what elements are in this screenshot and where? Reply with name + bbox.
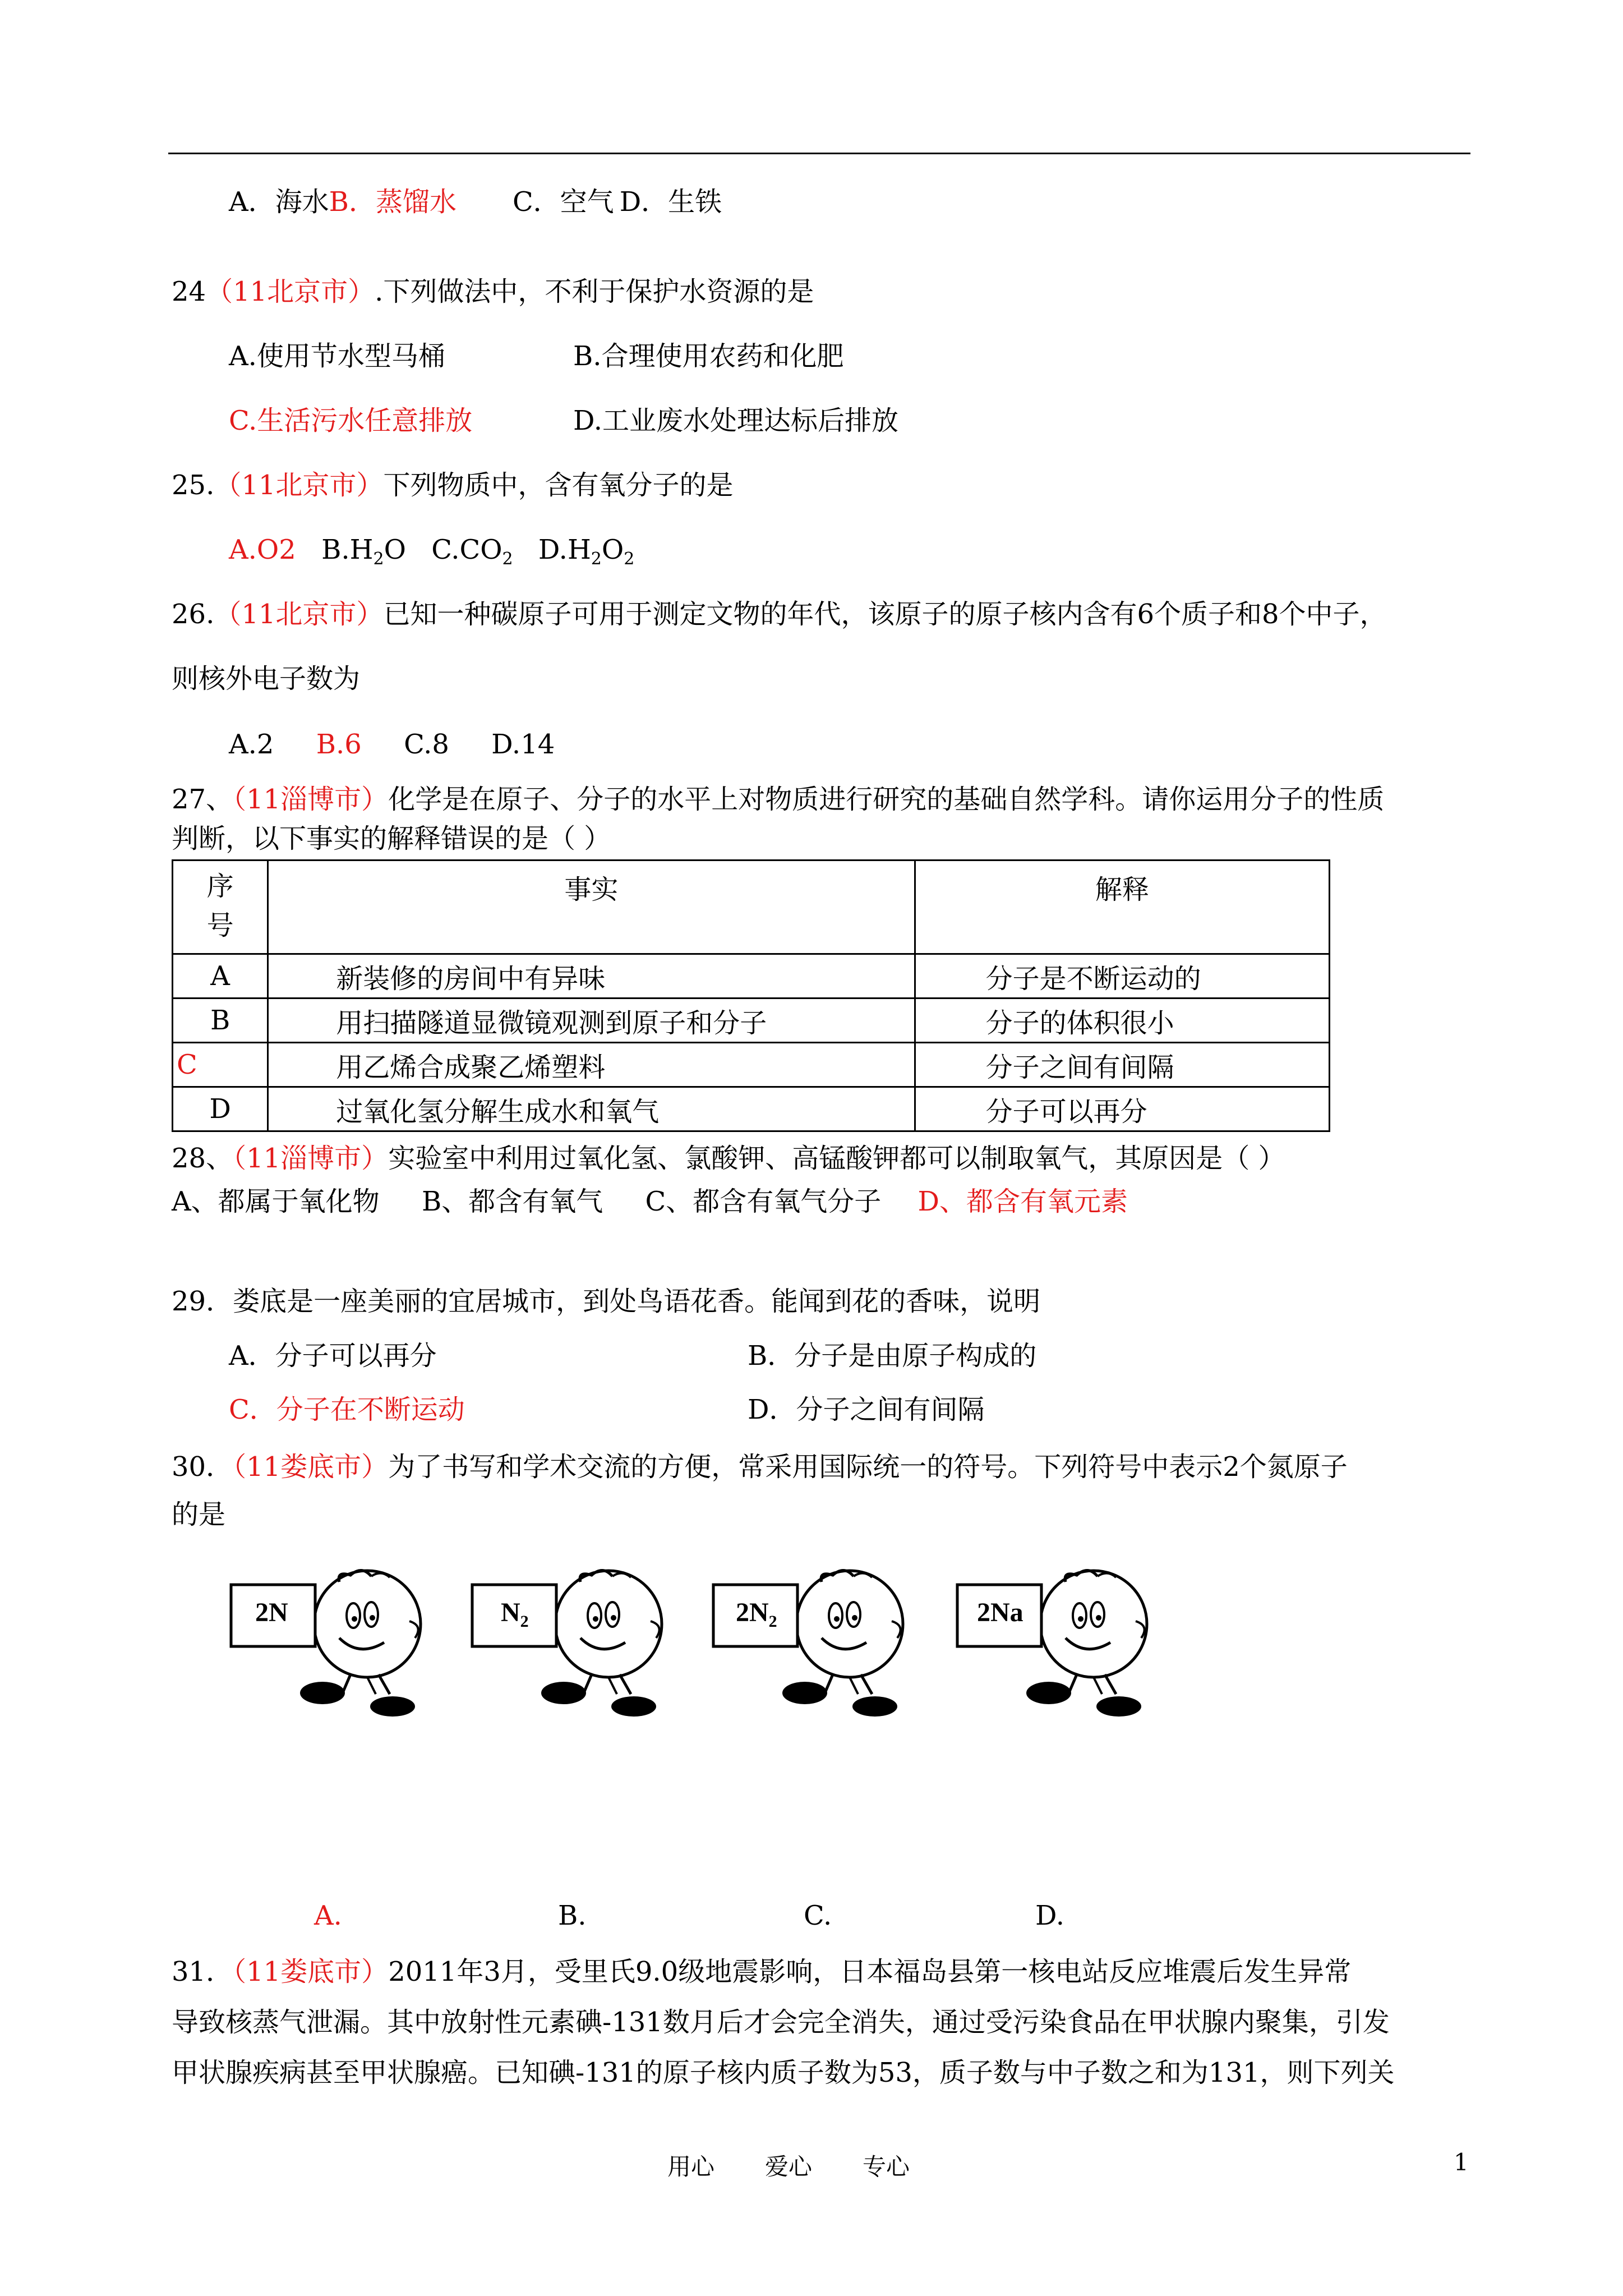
q31-stem-cont-1: 导致核蒸气泄漏。其中放射性元素碘-131数月后才会完全消失，通过受污染食品在甲状腺内聚集，引发 <box>172 2007 1390 2038</box>
q26-option-c: C.8 <box>404 729 449 760</box>
table-row <box>173 1087 1330 1131</box>
q25-option-a: A.O2 <box>229 534 296 565</box>
q30-stem: 30．（11娄底市）为了书写和学术交流的方便，常采用国际统一的符号。下列符号中表示2个氮原子 <box>172 1451 1348 1483</box>
card-label-4: 2Na <box>977 1598 1023 1627</box>
q25-stem: 25.（11北京市）下列物质中，含有氧分子的是 <box>172 470 734 501</box>
row-fact: 用乙烯合成聚乙烯塑料 <box>268 1043 915 1087</box>
q24-option-c: C.生活污水任意排放 <box>229 405 473 436</box>
row-seq: B <box>173 999 268 1043</box>
q23-options <box>229 185 722 219</box>
q25-option-b: $B.H_2O$ <box>321 534 406 569</box>
q28-option-b: B、都含有氧气 <box>421 1186 603 1217</box>
row-explain: 分子之间有间隔 <box>915 1043 1329 1087</box>
row-seq: A <box>173 954 268 999</box>
q26-source: （11北京市） <box>214 599 384 630</box>
card-label-2: $N_2$ <box>501 1598 529 1631</box>
q26-option-a: A.2 <box>229 729 274 760</box>
q26-stem-cont: 则核外电子数为 <box>172 663 361 694</box>
q31-source: （11娄底市） <box>233 1956 389 1987</box>
q28-option-c: C、都含有氧气分子 <box>645 1186 882 1217</box>
card-label-3: $2N_2$ <box>736 1598 777 1631</box>
table-row <box>173 954 1330 999</box>
q29-option-b: B．分子是由原子构成的 <box>748 1340 1037 1372</box>
table-header-row <box>173 861 1330 954</box>
q29-stem: 29．娄底是一座美丽的宜居城市，到处鸟语花香。能闻到花的香味，说明 <box>172 1286 1041 1317</box>
facts-table <box>172 859 1330 1132</box>
q30-option-c: C. <box>804 1900 832 1931</box>
table-row <box>173 999 1330 1043</box>
card-label-1: 2N <box>255 1598 288 1627</box>
q24-stem: 24（11北京市）.下列做法中，不利于保护水资源的是 <box>172 276 814 307</box>
row-seq: D <box>173 1087 268 1131</box>
row-fact: 过氧化氢分解生成水和氧气 <box>268 1087 915 1131</box>
q25-option-c: $C.CO_2$ <box>431 534 513 569</box>
q28-options <box>172 1185 1128 1218</box>
q31-stem: 31．（11娄底市）2011年3月，受里氏9.0级地震影响，日本福岛县第一核电站反应堆震后发生异常 <box>172 1956 1352 1987</box>
row-explain: 分子可以再分 <box>915 1087 1329 1131</box>
q23-option-d: D．生铁 <box>619 186 722 218</box>
q26-options <box>229 728 555 761</box>
q30-option-d: D. <box>1035 1900 1065 1931</box>
symbol-card-3 <box>713 1570 903 1717</box>
q28-option-a: A、都属于氧化物 <box>172 1186 380 1217</box>
q28-source: （11淄博市） <box>233 1143 389 1174</box>
q23-option-c: C．空气 <box>512 186 614 218</box>
q25-option-d: $D.H_2O_2$ <box>538 534 635 569</box>
q24-option-b: B.合理使用农药和化肥 <box>573 341 844 372</box>
q29-option-c: C．分子在不断运动 <box>229 1394 465 1425</box>
page-number: 1 <box>1454 2148 1469 2176</box>
header-fact: 事实 <box>268 861 915 954</box>
q26-stem: 26.（11北京市）已知一种碳原子可用于测定文物的年代，该原子的原子核内含有6个质子和8个中子， <box>172 599 1387 630</box>
symbol-card-4 <box>957 1570 1147 1717</box>
q25-source: （11北京市） <box>214 470 384 501</box>
row-fact: 新装修的房间中有异味 <box>268 954 915 999</box>
footer-motto: 用心 爱心 专心 <box>667 2153 910 2180</box>
q28-stem: 28、（11淄博市）实验室中利用过氧化氢、氯酸钾、高锰酸钾都可以制取氧气，其原因是（ ） <box>172 1143 1285 1174</box>
q30-option-a: A. <box>314 1900 342 1931</box>
header-rule <box>168 153 1470 154</box>
q30-figures <box>224 1559 1402 1717</box>
q29-option-a: A．分子可以再分 <box>229 1340 437 1372</box>
q23-option-b: B．蒸馏水 <box>329 186 457 218</box>
q25-options <box>229 533 634 576</box>
q26-option-b: B.6 <box>316 729 362 760</box>
row-seq: C <box>173 1043 268 1087</box>
q29-option-d: D．分子之间有间隔 <box>748 1394 985 1425</box>
row-explain: 分子的体积很小 <box>915 999 1329 1043</box>
q27-stem: 27、（11淄博市）化学是在原子、分子的水平上对物质进行研究的基础自然学科。请你运用分子的性质 <box>172 784 1385 815</box>
q31-stem-cont-2: 甲状腺疾病甚至甲状腺癌。已知碘-131的原子核内质子数为53，质子数与中子数之和为131，则下列关 <box>172 2057 1395 2088</box>
q27-stem-cont: 判断，以下事实的解释错误的是（ ） <box>172 823 611 854</box>
q24-source: （11北京市） <box>206 276 375 307</box>
q26-option-d: D.14 <box>491 729 555 760</box>
symbol-card-1 <box>231 1570 421 1717</box>
table-row <box>173 1043 1330 1087</box>
header-seq: 序 号 <box>173 861 268 954</box>
row-fact: 用扫描隧道显微镜观测到原子和分子 <box>268 999 915 1043</box>
q23-option-a: A．海水 <box>229 186 329 218</box>
header-explain: 解释 <box>915 861 1329 954</box>
q28-option-d: D、都含有氧元素 <box>917 1186 1128 1217</box>
q30-source: （11娄底市） <box>233 1451 389 1483</box>
q24-option-a: A.使用节水型马桶 <box>229 341 445 372</box>
q30-stem-cont: 的是 <box>172 1499 226 1530</box>
q27-source: （11淄博市） <box>233 784 389 815</box>
q24-option-d: D.工业废水处理达标后排放 <box>573 405 899 436</box>
symbol-card-2 <box>472 1570 662 1717</box>
row-explain: 分子是不断运动的 <box>915 954 1329 999</box>
q30-option-b: B. <box>558 1900 587 1931</box>
